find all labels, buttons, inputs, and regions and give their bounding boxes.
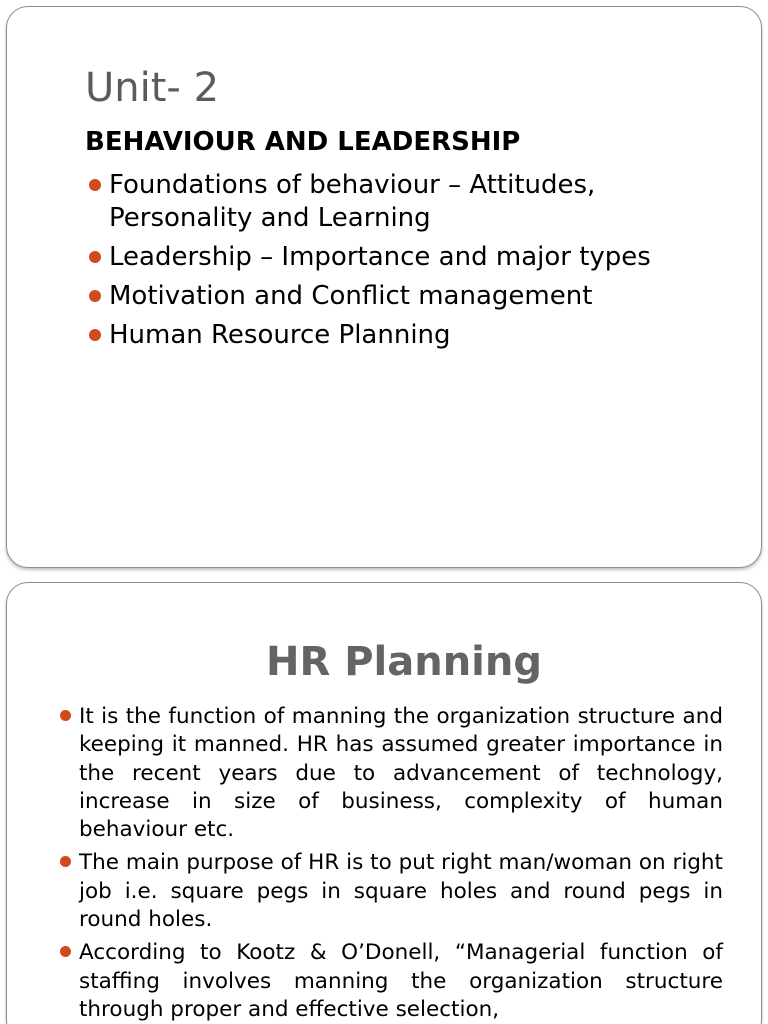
list-item-text: Human Resource Planning bbox=[109, 320, 451, 350]
list-item bbox=[57, 703, 723, 844]
list-item-text: Motivation and Conflict management bbox=[109, 281, 593, 311]
slide-title: HR Planning bbox=[266, 639, 542, 685]
slide-hr-planning bbox=[6, 582, 762, 1024]
bullet-icon bbox=[89, 251, 101, 263]
bullet-list bbox=[57, 703, 723, 1024]
bullet-icon bbox=[60, 856, 71, 867]
list-item-text: According to Kootz & O’Donell, “Managerial function of staffing involves manning the organization structure through proper and effective selection, bbox=[79, 940, 723, 1022]
bullet-icon bbox=[60, 710, 71, 721]
list-item bbox=[85, 241, 725, 274]
slide-unit-2 bbox=[6, 6, 762, 568]
bullet-icon bbox=[89, 329, 101, 341]
bullet-icon bbox=[60, 946, 71, 957]
list-item bbox=[85, 169, 725, 235]
slide-title: Unit- 2 bbox=[85, 65, 220, 111]
list-item-text: The main purpose of HR is to put right man/woman on right job i.e. square pegs in square holes and round pegs in round holes. bbox=[79, 850, 723, 933]
list-item bbox=[85, 280, 725, 313]
list-item bbox=[57, 939, 723, 1024]
list-item-text: Foundations of behaviour – Attitudes, Personality and Learning bbox=[109, 170, 596, 233]
bullet-icon bbox=[89, 179, 101, 191]
list-item-text: Leadership – Importance and major types bbox=[109, 242, 651, 272]
list-item-text: It is the function of manning the organization structure and keeping it manned. HR has assumed greater importance in the recent years due to advancement of technology, increase in size of business, complexity of human behaviour etc. bbox=[79, 704, 723, 843]
list-item bbox=[57, 849, 723, 934]
bullet-list bbox=[85, 169, 725, 358]
bullet-icon bbox=[89, 290, 101, 302]
slide-subheading: BEHAVIOUR AND LEADERSHIP bbox=[85, 127, 521, 157]
list-item bbox=[85, 319, 725, 352]
